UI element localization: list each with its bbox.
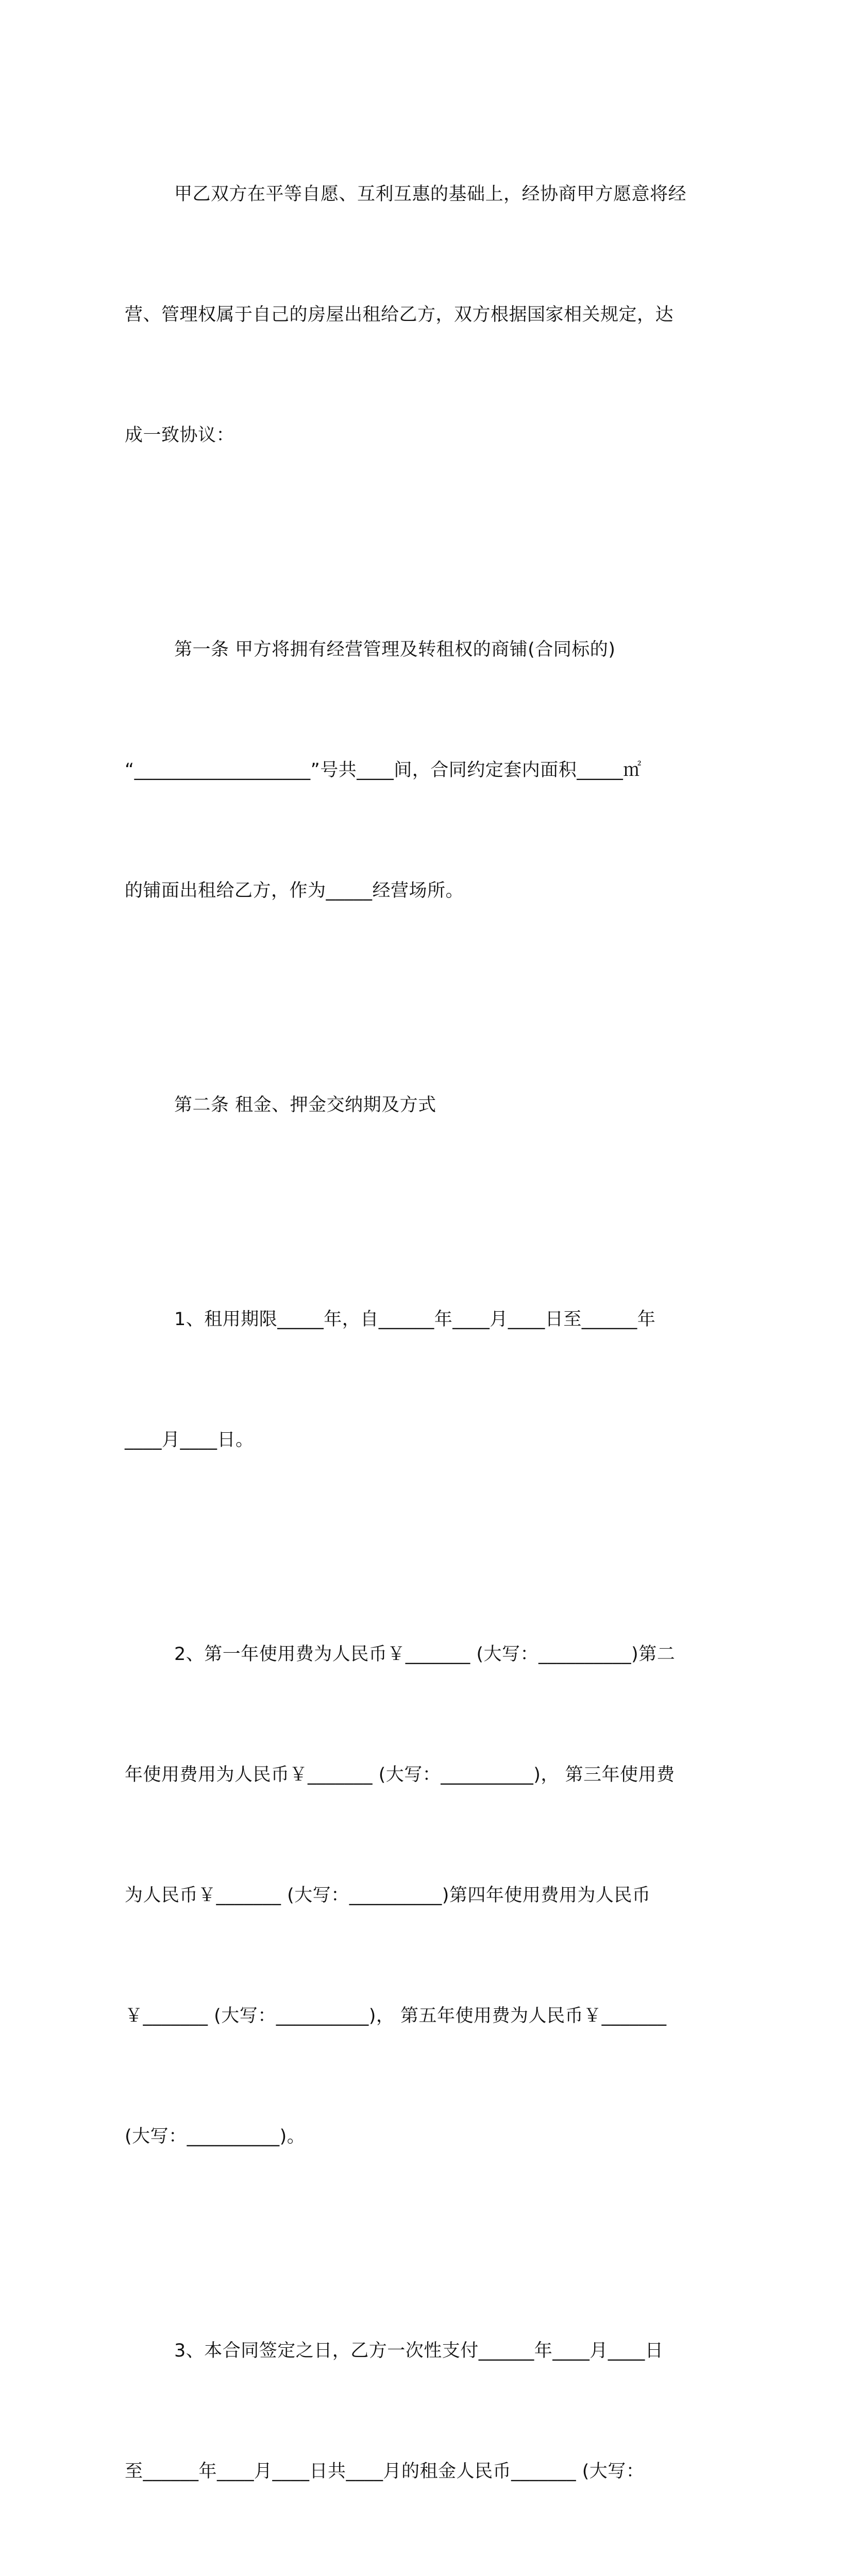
text-line: ____月____日。 [125, 1430, 254, 1450]
text-line: 至______年____月____日共____月的租金人民币_______ (大写： [125, 2461, 645, 2482]
text-line: 第二条 租金、押金交纳期及方式 [174, 1095, 436, 1115]
paragraph-article-2-heading [125, 1005, 712, 1206]
text-line: 营、管理权属于自己的房屋出租给乙方，双方根据国家相关规定，达 [125, 304, 674, 325]
text-line: 为人民币￥_______ (大写：__________)第四年使用费用为人民币 [125, 1885, 651, 1906]
paragraph-annual-fees [125, 1554, 712, 2237]
text-line: 成一致协议： [125, 425, 235, 446]
contract-body [125, 94, 712, 2576]
text-line: 甲乙双方在平等自愿、互利互惠的基础上，经协商甲方愿意将经 [174, 184, 687, 205]
text-line: “___________________”号共____间，合同约定套内面积_____㎡ [125, 760, 642, 781]
text-line: (大写：__________)。 [125, 2126, 306, 2147]
text-line: 第一条 甲方将拥有经营管理及转租权的商铺(合同标的) [174, 639, 616, 660]
text-line: 年使用费用为人民币￥_______ (大写：__________)， 第三年使用费 [125, 1765, 675, 1785]
text-line: 3、本合同签定之日，乙方一次性支付______年____月____日 [174, 2341, 664, 2361]
paragraph-payment [125, 2250, 712, 2576]
text-line [125, 2572, 712, 2576]
paragraph-article-1 [125, 549, 712, 991]
text-line: 1、租用期限_____年，自______年____月____日至______年 [174, 1309, 656, 1330]
paragraph-lease-term [125, 1219, 712, 1540]
text-line: ￥_______ (大写：__________)， 第五年使用费为人民币￥_______ [125, 2006, 667, 2026]
text-line: 2、第一年使用费为人民币￥_______ (大写：__________)第二 [174, 1644, 676, 1665]
paragraph-preamble [125, 94, 712, 536]
text-line: 的铺面出租给乙方，作为_____经营场所。 [125, 880, 464, 901]
